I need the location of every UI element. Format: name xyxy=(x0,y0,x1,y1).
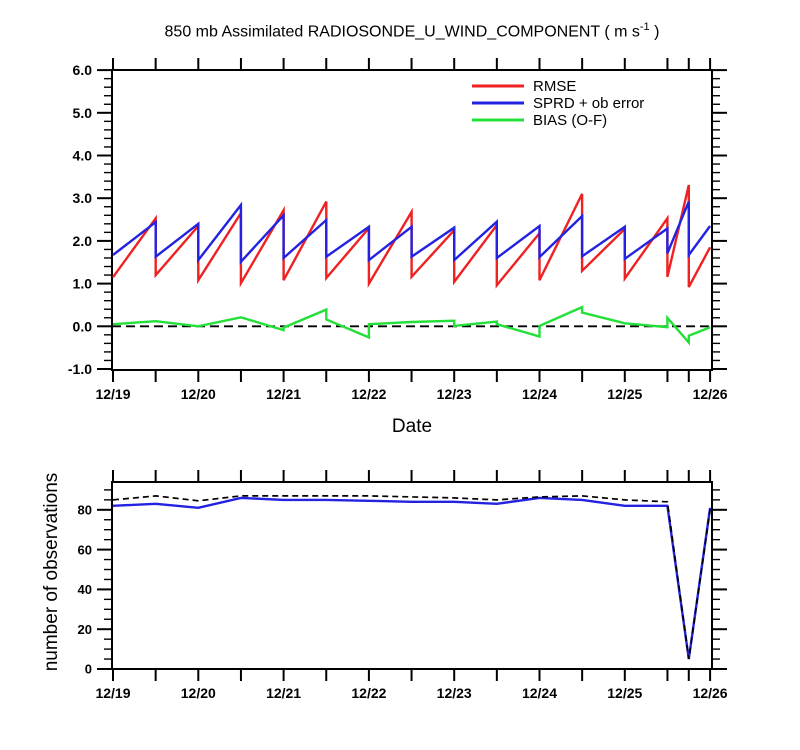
bottom-panel-ytick-label: 80 xyxy=(77,502,92,518)
top-panel-ytick-label: 1.0 xyxy=(72,275,92,292)
legend-label-bias-o-f: BIAS (O-F) xyxy=(533,112,608,129)
bottom-panel-xtick-label: 12/20 xyxy=(180,685,216,701)
top-panel-xtick-label: 12/26 xyxy=(692,386,728,402)
top-panel-xtick-label: 12/20 xyxy=(180,386,216,402)
top-panel-xtick-label: 12/21 xyxy=(266,386,302,402)
top-panel-ytick-label: -1.0 xyxy=(67,361,92,378)
bottom-panel-xtick-label: 12/19 xyxy=(95,685,131,701)
bottom-panel-ytick-label: 0 xyxy=(84,661,92,677)
top-panel-xtick-label: 12/23 xyxy=(436,386,472,402)
top-panel-xtick-label: 12/19 xyxy=(95,386,131,402)
top-panel-ytick-label: 0.0 xyxy=(72,318,92,335)
bottom-panel-xtick-label: 12/24 xyxy=(521,685,558,701)
bottom-panel-ytick-label: 20 xyxy=(77,621,92,637)
bottom-panel-xtick-label: 12/26 xyxy=(692,685,728,701)
bottom-panel-ytick-label: 60 xyxy=(77,542,92,558)
bottom-panel-xtick-label: 12/25 xyxy=(607,685,643,701)
top-panel-xtick-label: 12/24 xyxy=(521,386,558,402)
date-axis-title: Date xyxy=(391,416,433,437)
top-panel-xtick-label: 12/22 xyxy=(351,386,387,402)
top-panel-ytick-label: 3.0 xyxy=(72,190,92,207)
top-panel xyxy=(68,58,728,402)
top-panel-ytick-label: 2.0 xyxy=(72,232,92,249)
observations-assimilated-line xyxy=(113,498,710,659)
observations-available-line xyxy=(113,496,710,659)
bottom-panel-frame xyxy=(112,482,712,669)
bottom-panel xyxy=(78,470,728,701)
bias-o-f-line xyxy=(113,307,710,342)
observations-axis-title: number of observations xyxy=(41,472,62,672)
top-chart-title-tail: ) xyxy=(649,23,660,41)
bottom-panel-xtick-label: 12/22 xyxy=(351,685,387,701)
top-panel-ytick-label: 4.0 xyxy=(72,147,92,164)
legend-label-sprd-ob-error: SPRD + ob error xyxy=(533,95,645,112)
top-panel-ytick-label: 6.0 xyxy=(72,62,92,79)
bottom-panel-xtick-label: 12/23 xyxy=(436,685,472,701)
legend xyxy=(472,78,644,129)
top-chart-title-superscript: -1 xyxy=(639,21,650,33)
top-chart-title-main: 850 mb Assimilated RADIOSONDE_U_WIND_COMPONENT ( m s xyxy=(164,23,640,41)
legend-label-rmse: RMSE xyxy=(533,78,577,95)
bottom-panel-ytick-label: 40 xyxy=(77,582,92,598)
bottom-panel-xtick-label: 12/21 xyxy=(266,685,302,701)
top-panel-xtick-label: 12/25 xyxy=(607,386,643,402)
top-panel-ytick-label: 5.0 xyxy=(72,104,92,121)
